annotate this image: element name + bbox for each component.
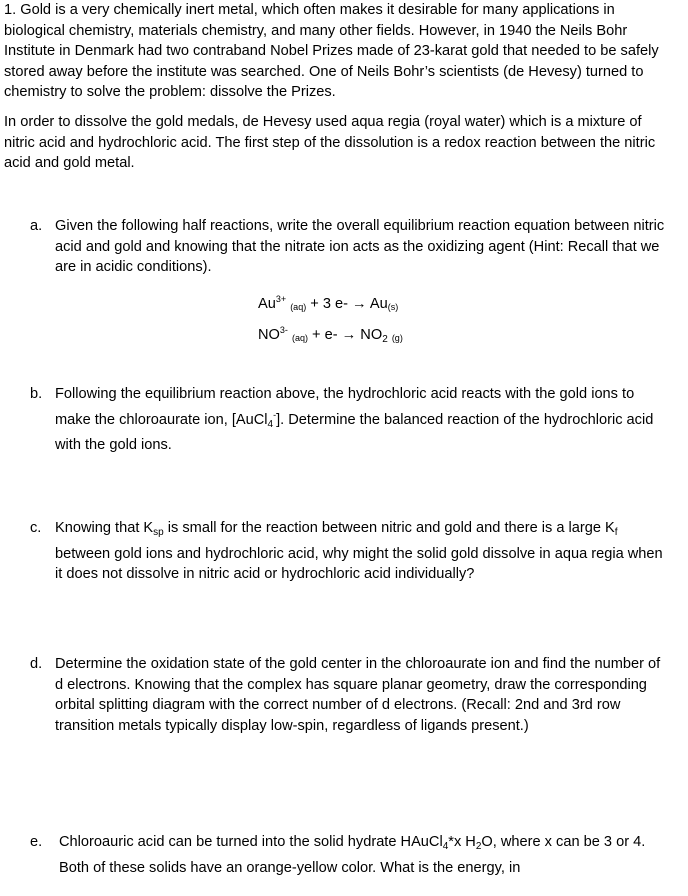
half-reaction-nitrate: $NO^{3-}$ $(aq) + e- \to NO_2$ (g) xyxy=(258,325,403,345)
question-e-letter: e. xyxy=(30,834,43,850)
question-b-letter: b. xyxy=(30,386,43,402)
question-b-text: Following the equilibrium reaction above, the hydrochloric acid reacts with the gold ions to make the chloroaurate ion, [AuCl$_4$-]. Determine the balanced reaction of the hydrochloric acid with the gold ions. xyxy=(55,386,654,453)
problem-context: In order to dissolve the gold medals, de Hevesy used aqua regia (royal water) which is a mixture of nitric acid and hydrochloric acid. The first step of the dissolution is a redox reaction between the nitric acid and gold metal. xyxy=(4,114,656,171)
question-d-letter: d. xyxy=(30,656,43,672)
question-d-text: Determine the oxidation state of the gold center in the chloroaurate ion and find the number of d electrons. Knowing that the complex has square planar geometry, draw the corresponding orbital splitting diagram with the correct number of d electrons. (Recall: 2nd and 3rd row transition metals typically display low-spin, regardless of ligands present.) xyxy=(55,656,661,734)
half-reaction-gold: $Au^{3+}$ (aq) + 3 e- → Au(s) xyxy=(258,294,399,312)
question-c-letter: c. xyxy=(30,520,42,536)
problem-intro: 1. Gold is a very chemically inert metal, which often makes it desirable for many applications in biological chemistry, materials chemistry, and many other fields. However, in 1940 the Neils Bohr Institute in Denmark had two contraband Nobel Prizes made of 23-karat gold that needed to be safely stored away before the institute was searched. One of Neils Bohr’s scientists (de Hevesy) turned to chemistry to solve the problem: dissolve the Prizes. xyxy=(4,2,659,100)
question-a-letter: a. xyxy=(30,218,43,234)
question-a-text: Given the following half reactions, write the overall equilibrium reaction equation between nitric acid and gold and knowing that the nitrate ion acts as the oxidizing agent (Hint: Recall that we are in acidic conditions). xyxy=(55,218,665,275)
question-e-text: Chloroauric acid can be turned into the solid hydrate HAuCl$_4$*x $H_2O$, where x can be 3 or 4. Both of these solids have an orange-yellow color. What is the energy, in xyxy=(59,834,646,876)
question-c-text: Knowing that $K_{sp}$ is small for the reaction between nitric and gold and there is a large $K_f$ between gold ions and hydrochloric acid, why might the solid gold dissolve in aqua regia when it does not dissolve in nitric acid or hydrochloric acid individually? xyxy=(55,520,663,582)
